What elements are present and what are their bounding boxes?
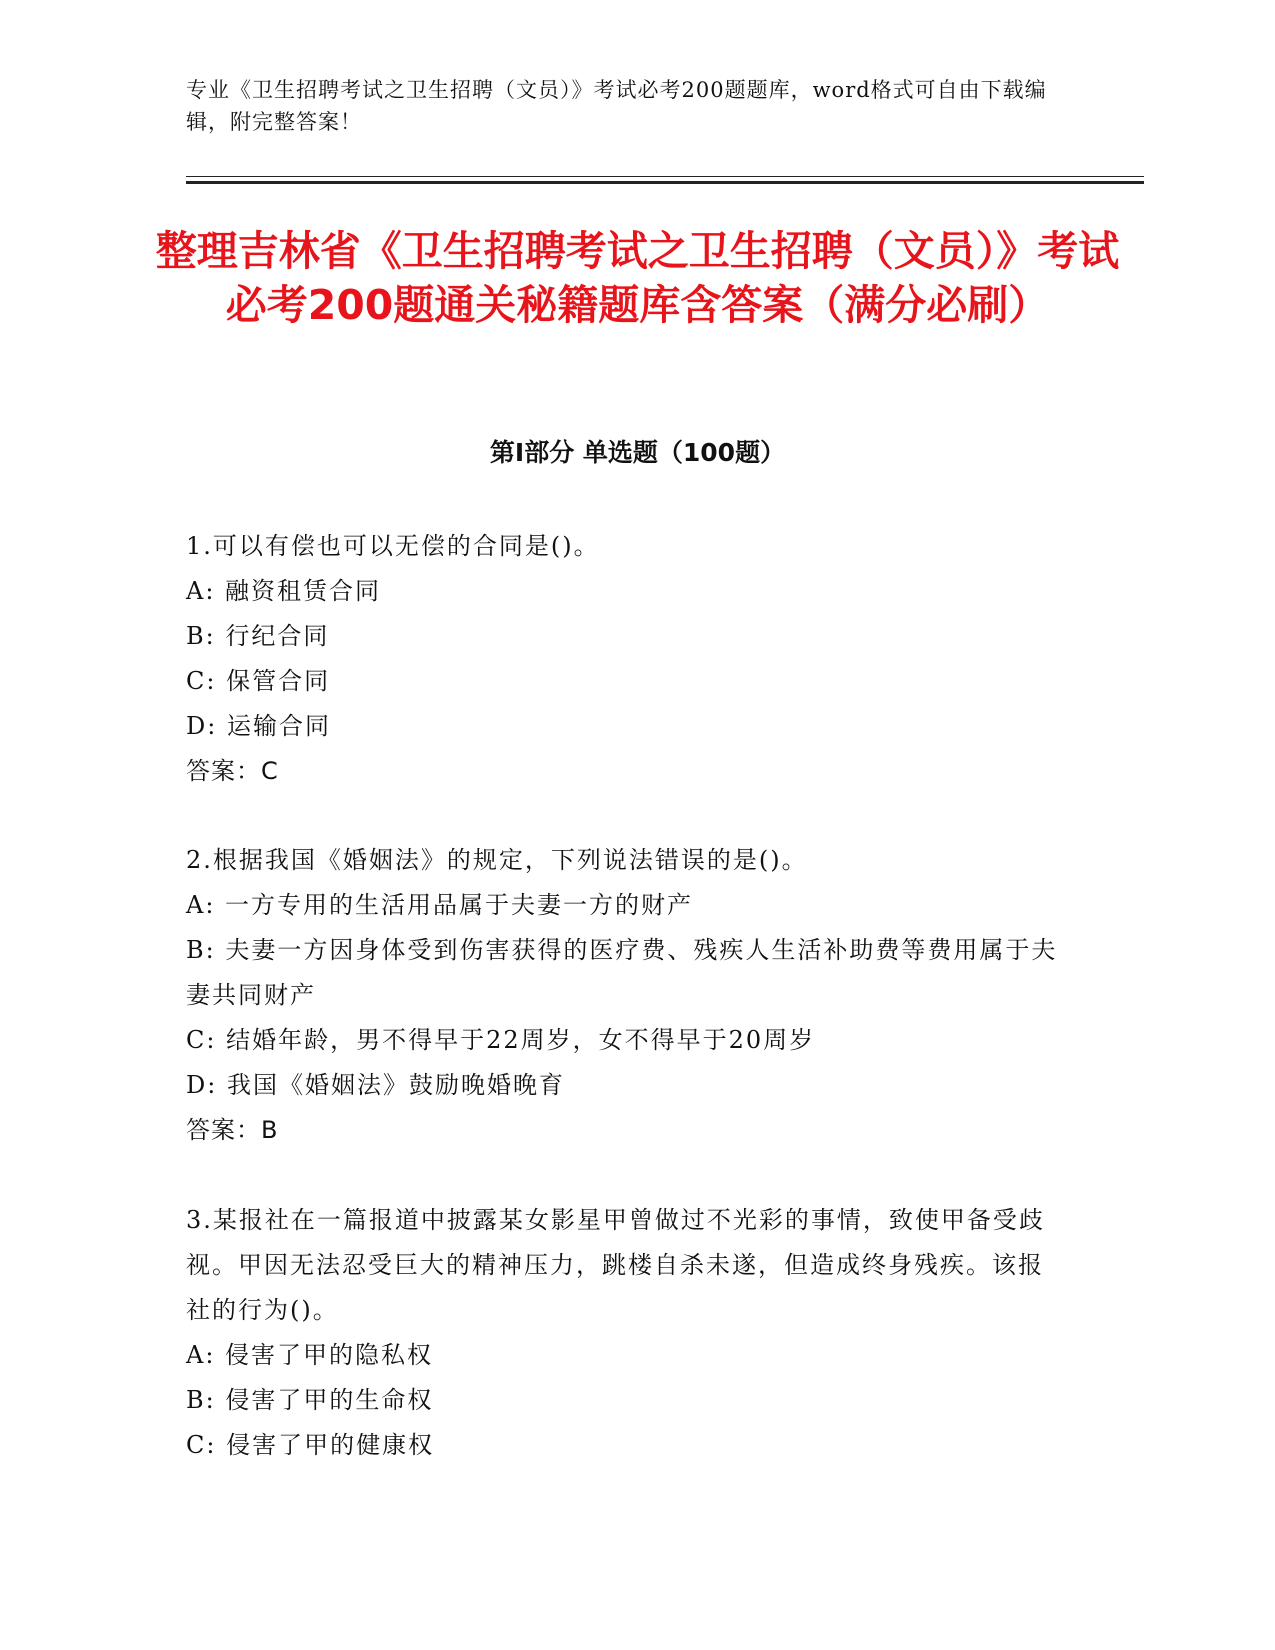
header-divider-thick <box>186 181 1144 184</box>
option-a: A: 一方专用的生活用品属于夫妻一方的财产 <box>186 891 694 919</box>
option-d: D: 我国《婚姻法》鼓励晚婚晚育 <box>186 1071 565 1099</box>
question-stem: 3.某报社在一篇报道中披露某女影星甲曾做过不光彩的事情，致使甲备受歧视。甲因无法忍受巨大的精神压力，跳楼自杀未遂，但造成终身残疾。该报社的行为()。 <box>186 1206 1045 1324</box>
question-2 <box>186 838 1066 1153</box>
question-1 <box>186 524 1066 794</box>
intro-text: 专业《卫生招聘考试之卫生招聘（文员）》考试必考200题题库，word格式可自由下载编辑，附完整答案！ <box>186 78 1047 134</box>
document-title: 整理吉林省《卫生招聘考试之卫生招聘（文员）》考试必考200题通关秘籍题库含答案（满分必刷） <box>155 227 1120 329</box>
option-b: B: 侵害了甲的生命权 <box>186 1386 434 1414</box>
answer-line: 答案：B <box>186 1116 279 1144</box>
answer-line: 答案：C <box>186 757 279 785</box>
header-divider-thin <box>186 176 1144 177</box>
option-a: A: 侵害了甲的隐私权 <box>186 1341 434 1369</box>
question-3 <box>186 1198 1066 1468</box>
option-a: A: 融资租赁合同 <box>186 577 382 605</box>
option-c: C: 保管合同 <box>186 667 331 695</box>
section-title: 第Ⅰ部分 单选题（100题） <box>489 438 786 467</box>
question-stem: 1.可以有偿也可以无偿的合同是()。 <box>186 532 600 560</box>
option-b: B: 夫妻一方因身体受到伤害获得的医疗费、残疾人生活补助费等费用属于夫妻共同财产 <box>186 936 1058 1009</box>
question-stem: 2.根据我国《婚姻法》的规定，下列说法错误的是()。 <box>186 846 808 874</box>
option-d: D: 运输合同 <box>186 712 331 740</box>
option-b: B: 行纪合同 <box>186 622 330 650</box>
option-c: C: 结婚年龄，男不得早于22周岁，女不得早于20周岁 <box>186 1026 816 1054</box>
option-c: C: 侵害了甲的健康权 <box>186 1431 435 1459</box>
